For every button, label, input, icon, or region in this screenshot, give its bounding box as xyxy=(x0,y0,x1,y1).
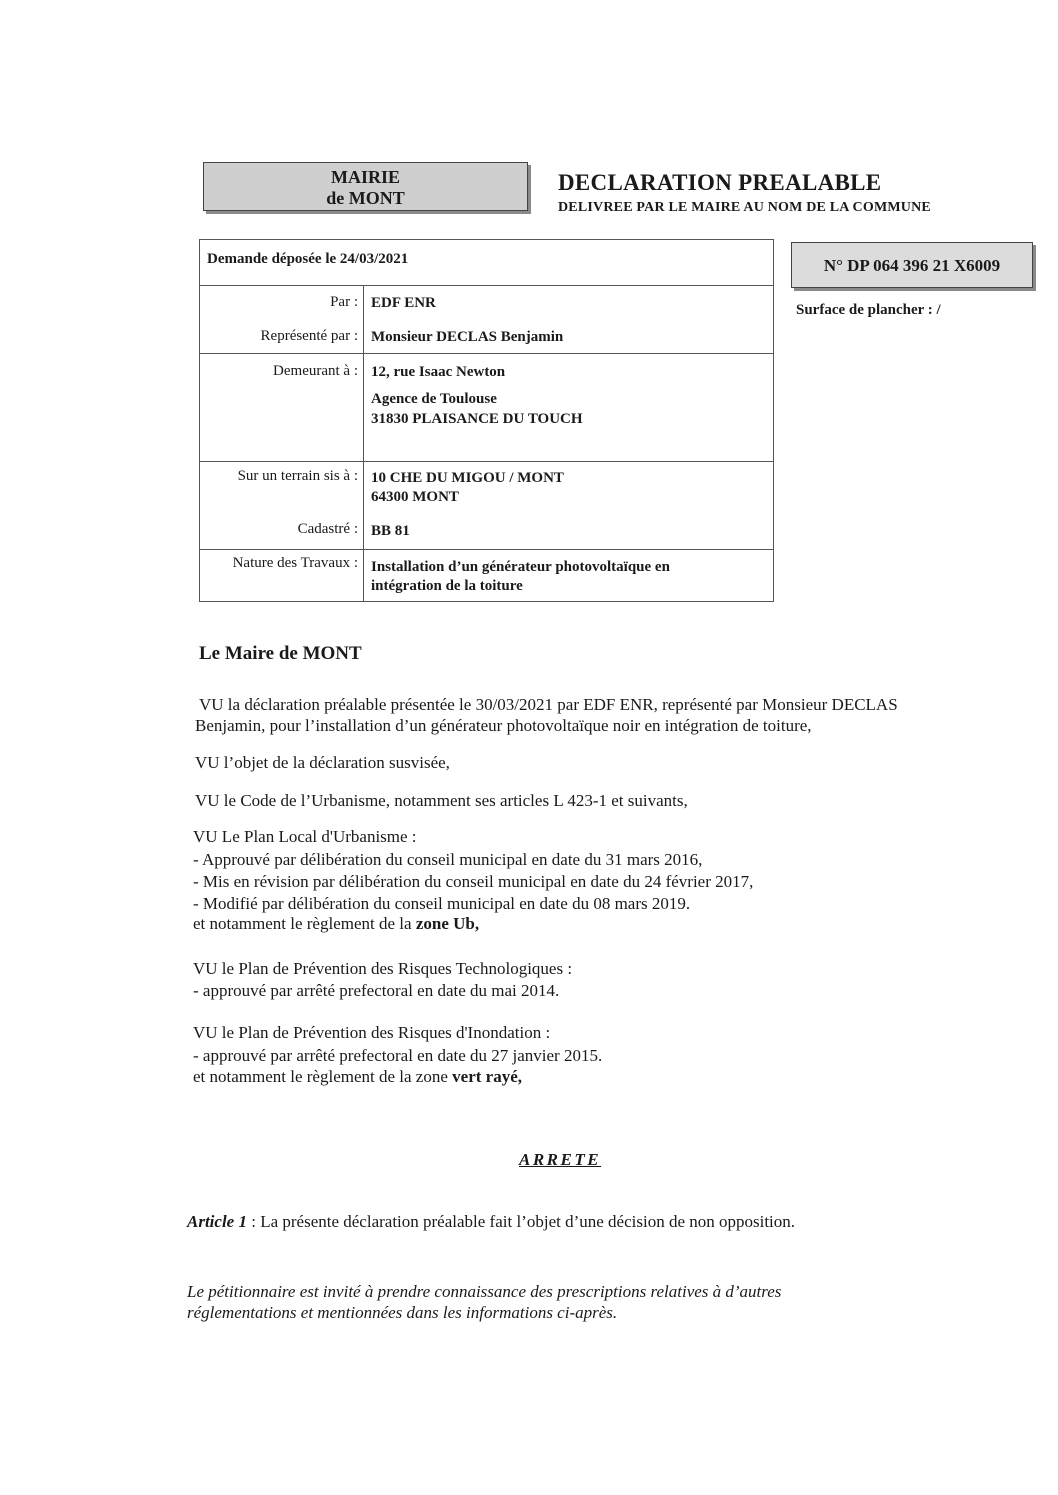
demeurant-line1: 12, rue Isaac Newton xyxy=(371,364,506,380)
represente-value: Monsieur DECLAS Benjamin xyxy=(371,329,564,345)
plu-zone xyxy=(193,913,479,934)
par-value: EDF ENR xyxy=(371,295,436,311)
dp-number-box: N° DP 064 396 21 X6009 xyxy=(791,242,1033,288)
plu-item-1: - Approuvé par délibération du conseil municipal en date du 31 mars 2016, xyxy=(193,850,703,869)
maire-heading: Le Maire de MONT xyxy=(199,643,362,664)
notice-paragraph xyxy=(187,1281,781,1323)
pprt-intro: VU le Plan de Prévention des Risques Technologiques : xyxy=(193,959,573,978)
ppri-zone-prefix: et notamment le règlement de la zone xyxy=(193,1067,453,1086)
ppri-item-1: - approuvé par arrêté prefectoral en date du 27 janvier 2015. xyxy=(193,1046,603,1065)
article-1 xyxy=(187,1212,795,1232)
plu-zone-prefix: et notamment le règlement de la xyxy=(193,914,416,933)
request-info-table xyxy=(199,239,774,602)
vu-declaration-line1: VU la déclaration préalable présentée le 30/03/2021 par EDF ENR, représenté par Monsieur DECLAS xyxy=(199,695,898,714)
vu-objet: VU l’objet de la déclaration susvisée, xyxy=(195,753,450,772)
ppri-zone xyxy=(193,1066,522,1087)
notice-line2: réglementations et mentionnées dans les informations ci-après. xyxy=(187,1303,618,1322)
represente-label: Représenté par : xyxy=(260,328,358,344)
mairie-box xyxy=(203,162,528,211)
document-title: DECLARATION PREALABLE xyxy=(558,170,882,195)
vu-declaration-line2: Benjamin, pour l’installation d’un générateur photovoltaïque noir en intégration de toiture, xyxy=(195,716,812,735)
plu-zone-name: zone Ub, xyxy=(415,914,480,933)
ppri-zone-name: vert rayé, xyxy=(452,1067,522,1086)
article-1-text: : La présente déclaration préalable fait l’objet d’une décision de non opposition. xyxy=(246,1212,796,1231)
mairie-line2: de MONT xyxy=(326,188,405,208)
cadastre-label: Cadastré : xyxy=(297,521,358,537)
vu-code-urbanisme: VU le Code de l’Urbanisme, notamment ses articles L 423-1 et suivants, xyxy=(195,791,688,810)
demeurant-line2: Agence de Toulouse xyxy=(371,391,497,407)
pprt-item-1: - approuvé par arrêté prefectoral en date du mai 2014. xyxy=(193,981,560,1000)
demeurant-label: Demeurant à : xyxy=(273,363,358,379)
terrain-line2: 64300 MONT xyxy=(371,489,459,505)
nature-line1: Installation d’un générateur photovoltaïque en xyxy=(371,559,670,575)
plu-intro: VU Le Plan Local d'Urbanisme : xyxy=(193,827,417,846)
ppri-intro: VU le Plan de Prévention des Risques d'Inondation : xyxy=(193,1023,551,1042)
plu-item-3: - Modifié par délibération du conseil municipal en date du 08 mars 2019. xyxy=(193,894,691,913)
arrete-heading: ARRETE xyxy=(519,1150,602,1169)
terrain-line1: 10 CHE DU MIGOU / MONT xyxy=(371,470,564,486)
cadastre-value: BB 81 xyxy=(371,523,410,539)
plu-item-2: - Mis en révision par délibération du conseil municipal en date du 24 février 2017, xyxy=(193,872,754,891)
nature-label: Nature des Travaux : xyxy=(232,555,358,571)
terrain-label: Sur un terrain sis à : xyxy=(237,468,358,484)
demande-date: Demande déposée le 24/03/2021 xyxy=(207,251,409,267)
demeurant-line3: 31830 PLAISANCE DU TOUCH xyxy=(371,411,583,427)
mairie-line1: MAIRIE xyxy=(330,167,400,187)
article-1-label: Article 1 xyxy=(187,1212,247,1231)
document-subtitle: DELIVREE PAR LE MAIRE AU NOM DE LA COMMUNE xyxy=(558,200,931,215)
surface-plancher: Surface de plancher : / xyxy=(796,302,941,318)
par-label: Par : xyxy=(330,294,358,310)
notice-line1: Le pétitionnaire est invité à prendre connaissance des prescriptions relatives à d’autres xyxy=(187,1282,782,1301)
nature-line2: intégration de la toiture xyxy=(371,578,523,594)
